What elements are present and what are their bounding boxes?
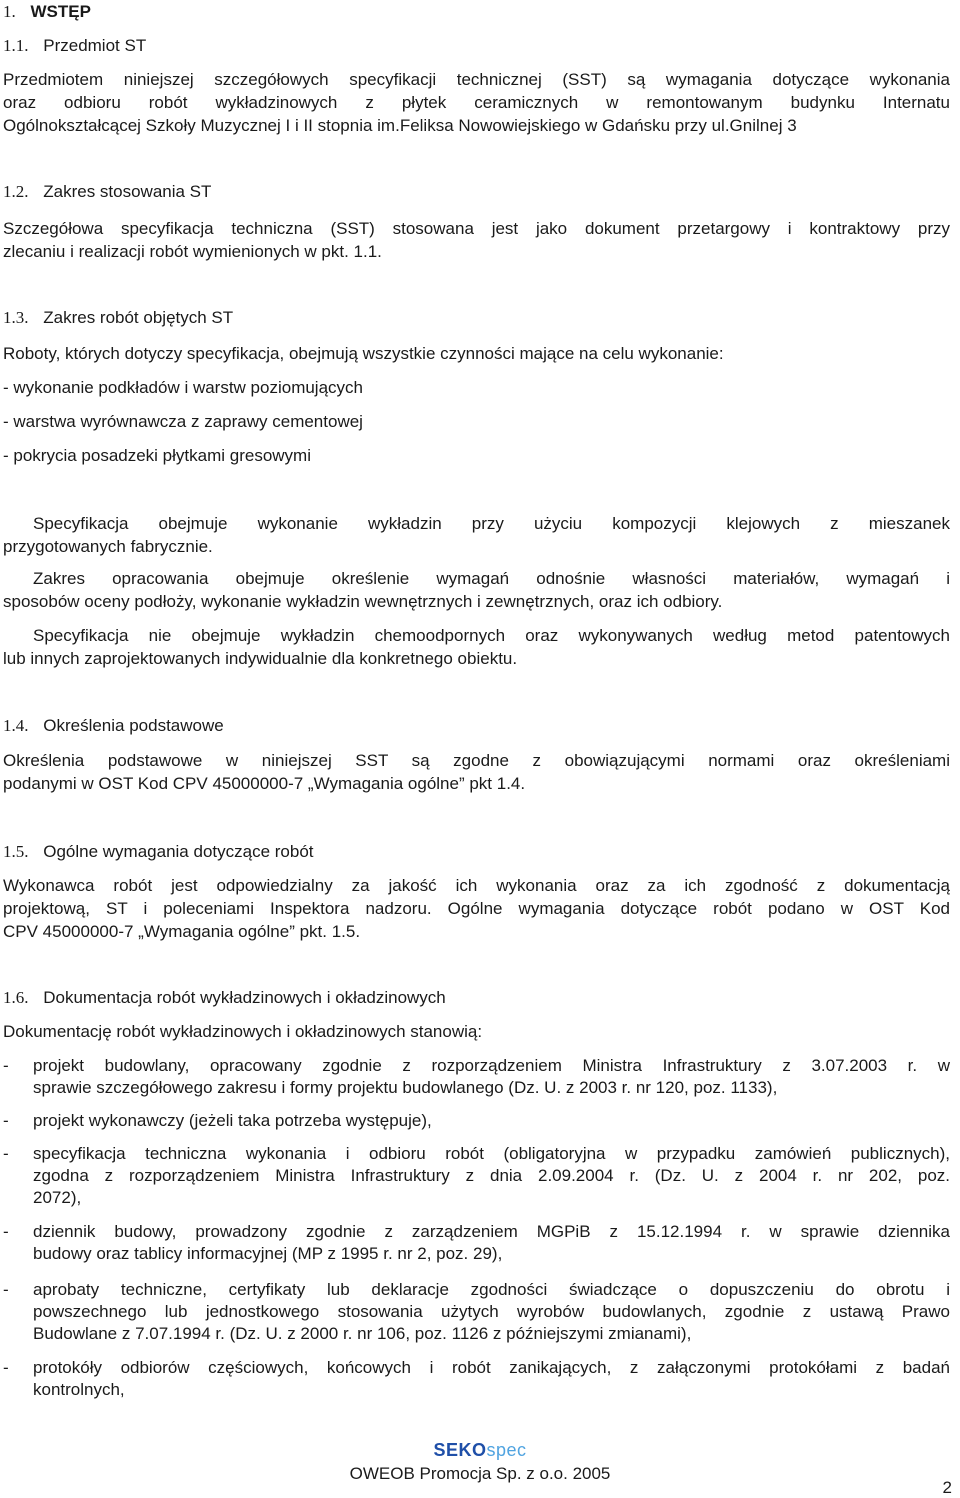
heading-1-2 — [3, 180, 211, 203]
section-title: Dokumentacja robót wykładzinowych i okładzinowych — [43, 988, 446, 1007]
text-line: oraz odbioru robót wykładzinowych z płytek ceramicznych w remontowanym budynku Internatu — [3, 93, 950, 112]
list-item: - specyfikacja techniczna wykonania i odbioru robót (obligatoryjna w przypadku zamówień publicznych), zgodna z rozporządzeniem Ministra Infrastruktury z dnia 2.09.2004 r. (Dz. U. z 2004 r. nr 202, poz. 2072), — [3, 1144, 950, 1207]
heading-1 — [3, 0, 91, 23]
text-line: podanymi w OST Kod CPV 45000000-7 „Wymagania ogólne” pkt 1.4. — [3, 774, 526, 793]
text-line: zlecaniu i realizacji robót wymienionych w pkt. 1.1. — [3, 242, 382, 261]
logo-part-seko: SEKO — [433, 1440, 487, 1460]
text-line: przygotowanych fabrycznie. — [3, 537, 213, 556]
footer-logo — [0, 1440, 960, 1461]
heading-1-4 — [3, 714, 224, 737]
paragraph-1-3-c — [3, 624, 950, 670]
list-dash: - — [3, 1358, 9, 1377]
list-item: - aprobaty techniczne, certyfikaty lub deklaracje zgodności świadczące o dopuszczeniu do obrotu i powszechnego lub jednostkowego stosowania użytych wyrobów budowlanych, zgodnie z ustawą Prawo Budowlane z 7.07.1994 r. (Dz. U. z 2000 r. nr 106, poz. 1126 z późniejszymi zmianami), — [3, 1280, 950, 1343]
paragraph-1-3-intro — [3, 342, 950, 365]
section-number: 1. — [3, 2, 16, 21]
text-line: Specyfikacja obejmuje wykonanie wykładzin przy użyciu kompozycji klejowych z mieszanek — [33, 514, 950, 533]
heading-1-1 — [3, 34, 146, 57]
section-title: Zakres robót objętych ST — [43, 308, 234, 327]
text-line: Specyfikacja nie obejmuje wykładzin chemoodpornych oraz wykonywanych według metod patentowych — [33, 626, 950, 645]
paragraph-1-1 — [3, 68, 950, 137]
list-item: - protokóły odbiorów częściowych, końcowych i robót zanikających, z załączonymi protokółami z badań kontrolnych, — [3, 1358, 950, 1399]
text-line: projektową, ST i poleceniami Inspektora nadzoru. Ogólne wymagania dotyczące robót podano w OST Kod — [3, 899, 950, 918]
section-title: WSTĘP — [30, 2, 91, 21]
paragraph-1-2 — [3, 217, 950, 263]
paragraph-1-3-a — [3, 512, 950, 558]
section-number: 1.4. — [3, 716, 29, 735]
heading-1-5 — [3, 840, 314, 863]
section-number: 1.5. — [3, 842, 29, 861]
text-line: Roboty, których dotyczy specyfikacja, obejmują wszystkie czynności mające na celu wykonanie: — [3, 344, 724, 363]
text-line: Ogólnokształcącej Szkoły Muzycznej I i II stopnia im.Feliksa Nowowiejskiego w Gdańsku przy ul.Gnilnej 3 — [3, 116, 797, 135]
section-title: Określenia podstawowe — [43, 716, 224, 735]
section-title: Przedmiot ST — [43, 36, 147, 55]
list-item: - dziennik budowy, prowadzony zgodnie z zarządzeniem MGPiB z 15.12.1994 r. w sprawie dziennika budowy oraz tablicy informacyjnej (MP z 1995 r. nr 2, poz. 29), — [3, 1222, 950, 1263]
section-number: 1.1. — [3, 36, 29, 55]
text-line: Zakres opracowania obejmuje określenie wymagań odnośnie własności materiałów, wymagań i — [33, 569, 950, 588]
page-number: 2 — [942, 1478, 952, 1497]
text-line: Szczegółowa specyfikacja techniczna (SST) stosowana jest jako dokument przetargowy i kontraktowy przy — [3, 219, 950, 238]
section-title: Ogólne wymagania dotyczące robót — [43, 842, 314, 861]
list-item: - projekt budowlany, opracowany zgodnie z rozporządzeniem Ministra Infrastruktury z 3.07.2003 r. w sprawie szczegółowego zakresu i formy projektu budowlanego (Dz. U. z 2003 r. nr 120, poz. 1133), — [3, 1056, 950, 1097]
text-line: Określenia podstawowe w niniejszej SST są zgodne z obowiązującymi normami oraz określeniami — [3, 751, 950, 770]
list-dash: - — [3, 1222, 9, 1241]
list-dash: - — [3, 1056, 9, 1075]
list-item: - wykonanie podkładów i warstw poziomujących — [3, 378, 363, 397]
text-line: CPV 45000000-7 „Wymagania ogólne” pkt. 1.5. — [3, 922, 361, 941]
heading-1-3 — [3, 306, 233, 329]
list-item: - pokrycia posadzeki płytkami gresowymi — [3, 446, 311, 465]
list-dash: - — [3, 1280, 9, 1299]
section-title: Zakres stosowania ST — [43, 182, 212, 201]
footer-company: OWEOB Promocja Sp. z o.o. 2005 — [349, 1464, 611, 1483]
section-number: 1.2. — [3, 182, 29, 201]
paragraph-1-5 — [3, 874, 950, 943]
text-line: sposobów oceny podłoży, wykonanie wykładzin wewnętrznych i zewnętrznych, oraz ich odbiory. — [3, 592, 723, 611]
paragraph-1-4 — [3, 749, 950, 795]
text-line: Wykonawca robót jest odpowiedzialny za jakość ich wykonania oraz za ich zgodność z dokumentacją — [3, 876, 950, 895]
text-line: Dokumentację robót wykładzinowych i okładzinowych stanowią: — [3, 1022, 483, 1041]
list-dash: - — [3, 1111, 9, 1130]
heading-1-6 — [3, 986, 446, 1009]
text-line: Przedmiotem niniejszej szczegółowych specyfikacji technicznej (SST) są wymagania dotyczące wykonania — [3, 70, 950, 89]
list-item: - warstwa wyrównawcza z zaprawy cementowej — [3, 412, 363, 431]
text-line: lub innych zaprojektowanych indywidualnie dla konkretnego obiektu. — [3, 649, 518, 668]
logo-part-spec: spec — [486, 1440, 527, 1460]
paragraph-1-3-b — [3, 567, 950, 613]
section-number: 1.3. — [3, 308, 29, 327]
paragraph-1-6-intro — [3, 1020, 950, 1043]
section-number: 1.6. — [3, 988, 29, 1007]
list-item: - projekt wykonawczy (jeżeli taka potrzeba występuje), — [3, 1111, 432, 1130]
list-dash: - — [3, 1144, 9, 1163]
